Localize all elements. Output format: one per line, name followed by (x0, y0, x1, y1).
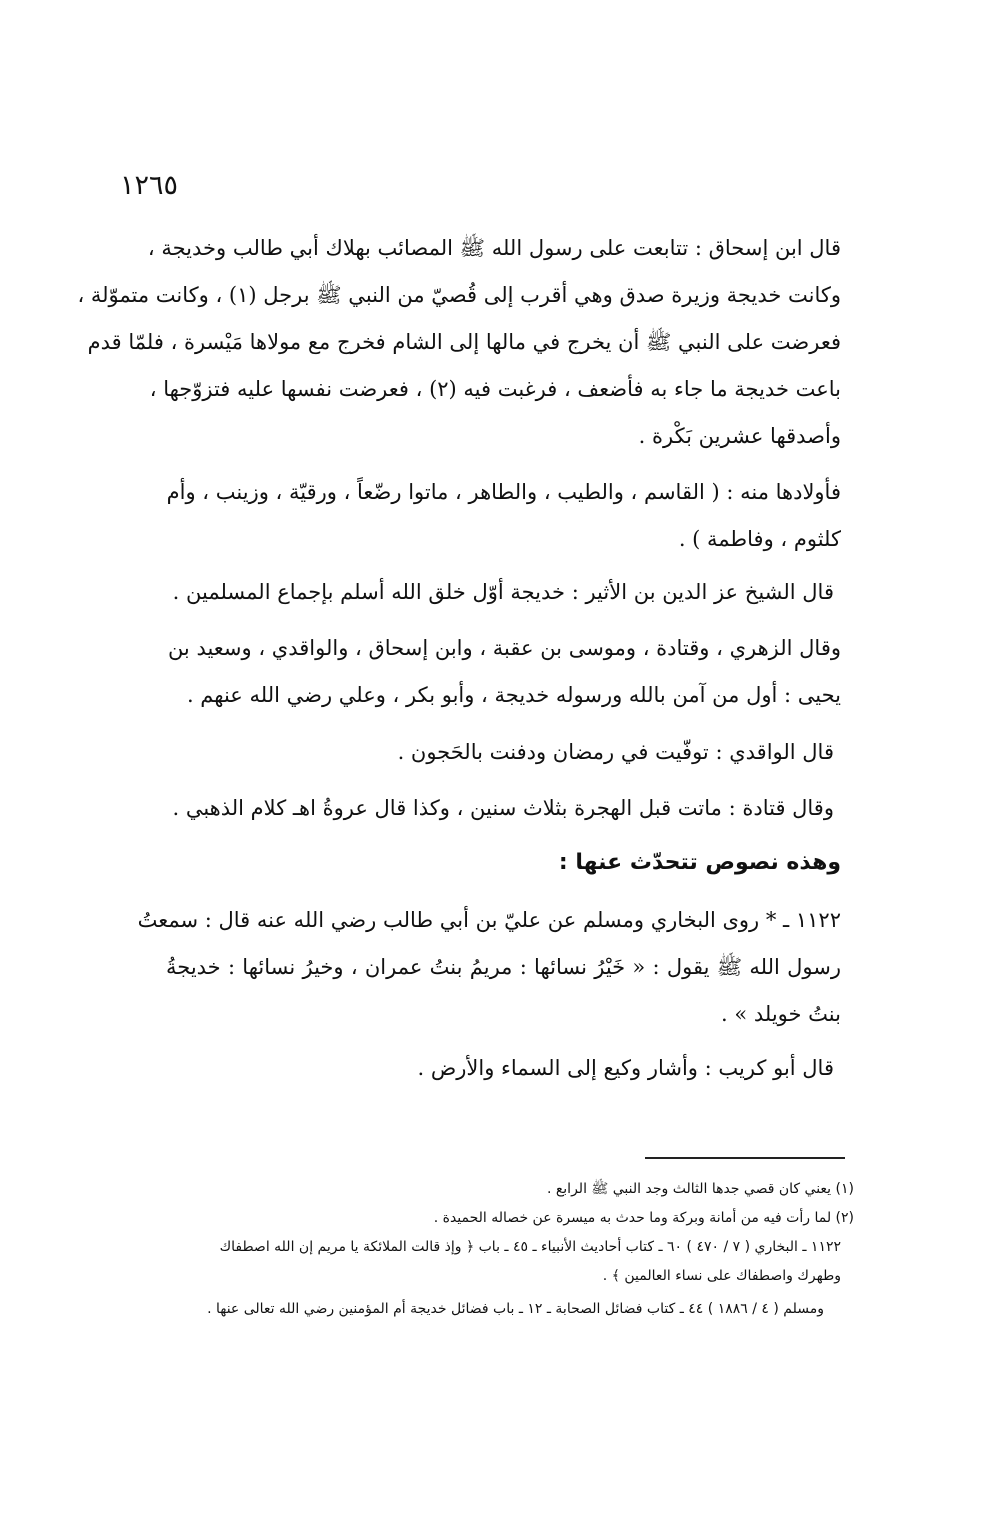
text-line: وقال الزهري ، وقتادة ، وموسى بن عقبة ، وابن إسحاق ، والواقدي ، وسعيد بن (167, 636, 841, 660)
footnote: (٢) لما رأت فيه من أمانة وبركة وما حدث به ميسرة عن خصاله الحميدة . (433, 1210, 854, 1226)
text-line: باعت خديجة ما جاء به فأضعف ، فرغبت فيه (٢) ، فعرضت نفسها عليه فتزوّجها ، (149, 377, 841, 401)
section-heading: وهذه نصوص تتحدّث عنها : (558, 850, 841, 875)
text-line: قال الواقدي : توفّيت في رمضان ودفنت بالحَجون . (397, 740, 834, 764)
page-number: ١٢٦٥ (120, 170, 179, 201)
text-line: وقال قتادة : ماتت قبل الهجرة بثلاث سنين ، وكذا قال عروةُ اهـ كلام الذهبي . (172, 796, 834, 820)
text-line: كلثوم ، وفاطمة ) . (678, 527, 841, 551)
hadith-line: بنتُ خويلد » . (720, 1002, 841, 1026)
text-line: وأصدقها عشرين بَكْرة . (638, 424, 841, 448)
text-line: يحيى : أول من آمن بالله ورسوله خديجة ، وأبو بكر ، وعلي رضي الله عنهم . (186, 683, 841, 707)
text-line: وكانت خديجة وزيرة صدق وهي أقرب إلى قُصيّ من النبي ﷺ برجل (١) ، وكانت متموّلة ، (77, 283, 841, 307)
footnote: ١١٢٢ ـ البخاري ( ٧ / ٤٧٠ ) ٦٠ ـ كتاب أحاديث الأنبياء ـ ٤٥ ـ باب ﴿ وإذ قالت الملائكة يا مريم إن الله اصطفاك (219, 1239, 841, 1255)
hadith-line: ١١٢٢ ـ * روى البخاري ومسلم عن عليّ بن أبي طالب رضي الله عنه قال : سمعتُ (137, 908, 841, 932)
text-line: قال ابن إسحاق : تتابعت على رسول الله ﷺ المصائب بهلاك أبي طالب وخديجة ، (147, 236, 841, 260)
hadith-line: رسول الله ﷺ يقول : « خَيْرُ نسائها : مريمُ بنتُ عمران ، وخيرُ نسائها : خديجةُ (166, 955, 841, 979)
footnote: (١) يعني كان قصي جدها الثالث وجد النبي ﷺ الرابع . (546, 1181, 854, 1197)
text-line: قال أبو كريب : وأشار وكيع إلى السماء والأرض . (417, 1056, 834, 1080)
text-line: فعرضت على النبي ﷺ أن يخرج في مالها إلى الشام فخرج مع مولاها مَيْسرة ، فلمّا قدم (87, 330, 841, 354)
footnote: وطهرك واصطفاك على نساء العالمين ﴾ . (602, 1268, 841, 1284)
footnote-separator (645, 1157, 845, 1159)
text-line: فأولادها منه : ( القاسم ، والطيب ، والطاهر ، ماتوا رضّعاً ، ورقيّة ، وزينب ، وأم (166, 480, 841, 504)
text-line: قال الشيخ عز الدين بن الأثير : خديجة أوّل خلق الله أسلم بإجماع المسلمين . (172, 580, 834, 604)
footnote: ومسلم ( ٤ / ١٨٨٦ ) ٤٤ ـ كتاب فضائل الصحابة ـ ١٢ ـ باب فضائل خديجة أم المؤمنين رضي الله تعالى عنها . (207, 1301, 824, 1317)
